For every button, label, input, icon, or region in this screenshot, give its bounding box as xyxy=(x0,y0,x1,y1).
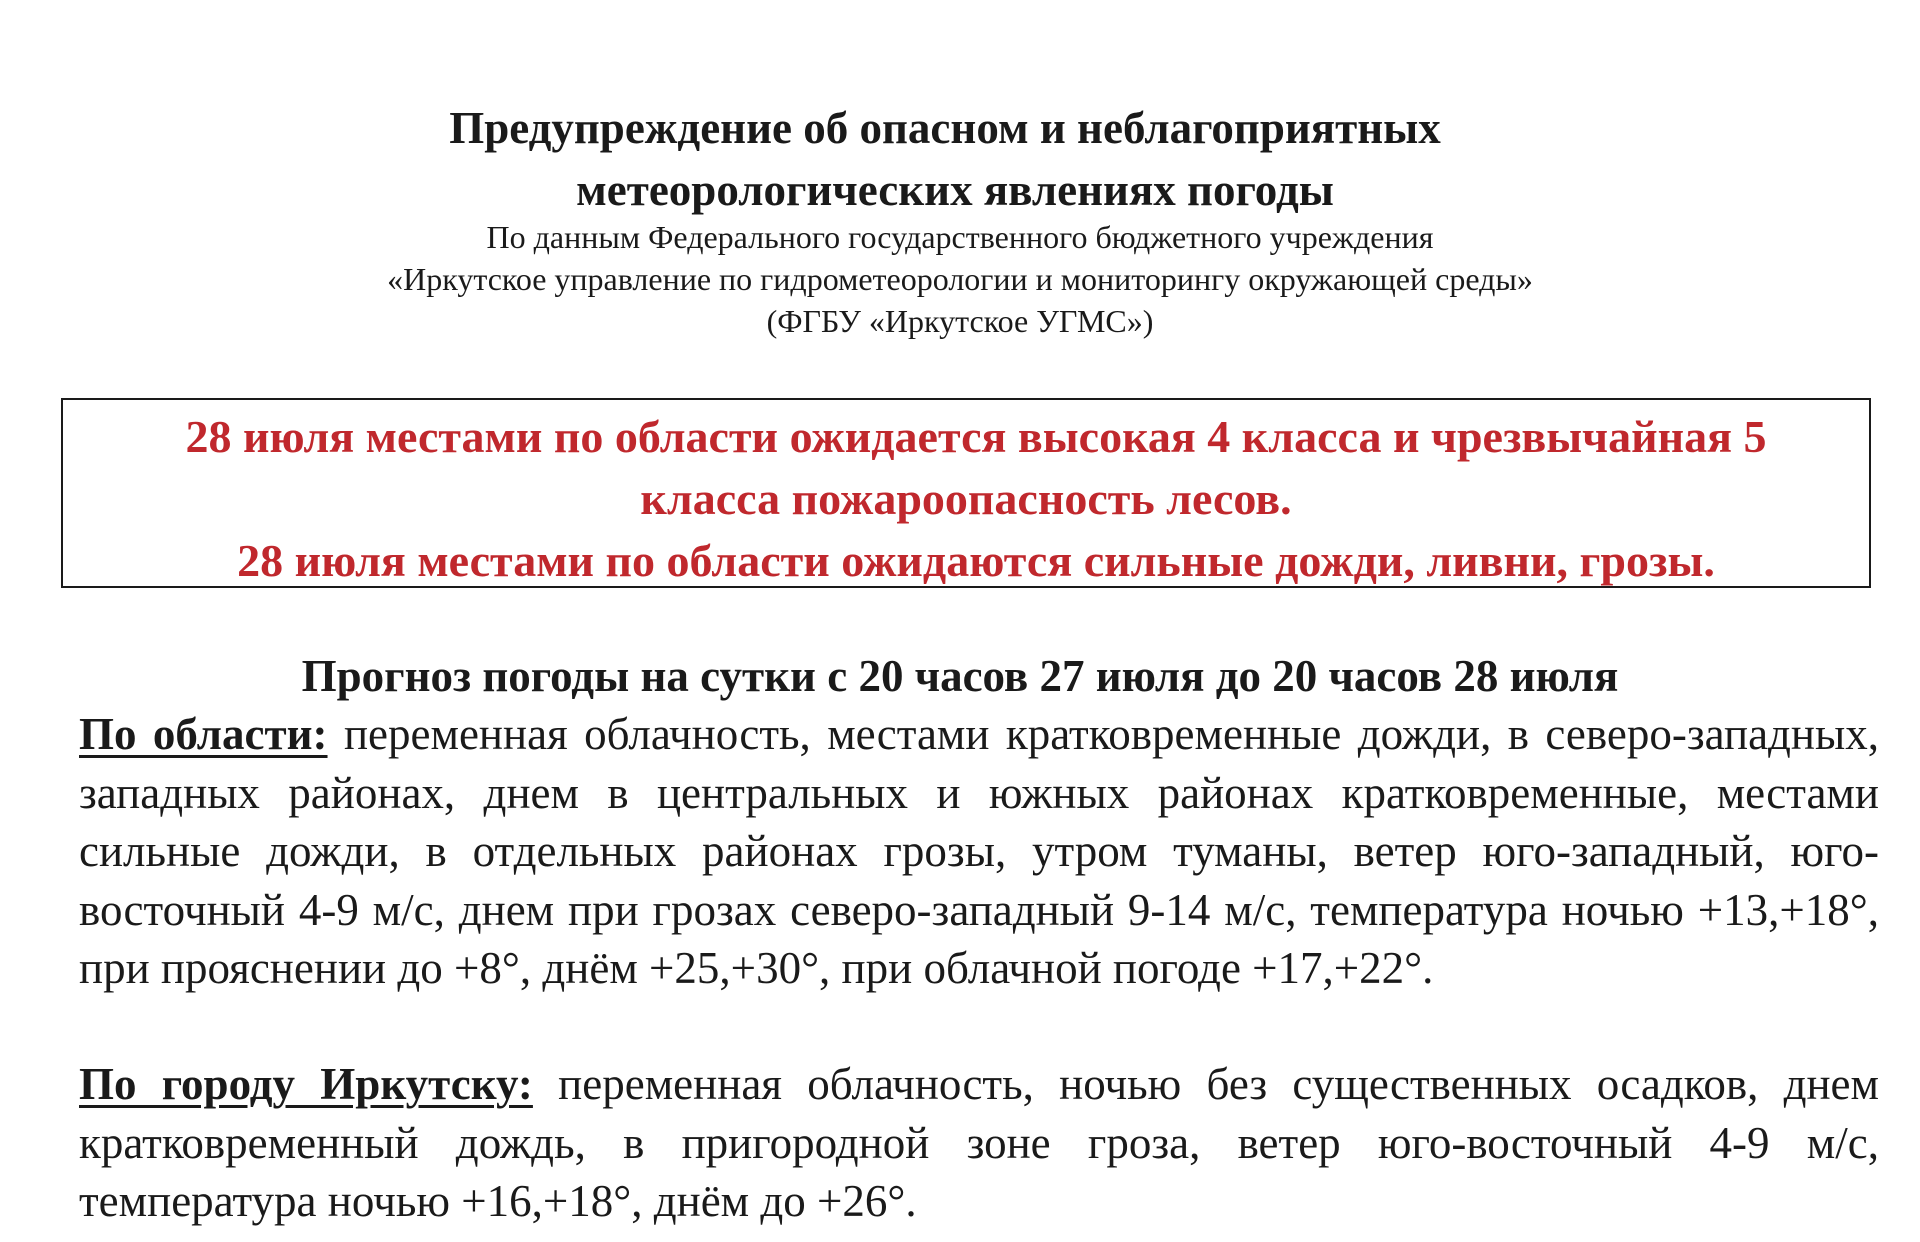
source-line-1: По данным Федерального государственного бюджетного учреждения xyxy=(486,219,1434,255)
region-forecast-label: По области: xyxy=(79,709,328,759)
warning-line-1: 28 июля местами по области ожидается высокая 4 класса и чрезвычайная 5 xyxy=(185,411,1767,462)
city-forecast-text: переменная облачность, ночью без существенных осадков, днем кратковременный дождь, в пригородной зоне гроза, ветер юго-восточный 4-9 м/с, температура ночью +16,+18°, днём до +26°. xyxy=(79,1059,1879,1226)
region-forecast-text: переменная облачность, местами кратковременные дожди, в северо-западных, западных районах, днем в центральных и южных районах кратковременные, местами сильные дожди, в отдельных районах грозы, утром туманы, ветер юго-западный, юго-восточный 4-9 м/с, днем при грозах северо-западный 9-14 м/с, температура ночью +13,+18°, при прояснении до +8°, днём +25,+30°, при облачной погоде +17,+22°. xyxy=(79,709,1879,993)
source-attribution xyxy=(0,216,1920,342)
city-forecast-label: По городу Иркутску: xyxy=(79,1059,533,1109)
warning-line-3: 28 июля местами по области ожидаются сильные дожди, ливни, грозы. xyxy=(237,535,1715,586)
forecast-title: Прогноз погоды на сутки с 20 часов 27 июля до 20 часов 28 июля xyxy=(301,651,1619,701)
source-line-2: «Иркутское управление по гидрометеорологии и мониторингу окружающей среды» xyxy=(387,261,1533,297)
document-title-line-2: метеорологических явлениях погоды xyxy=(576,165,1334,215)
city-forecast xyxy=(79,1055,1879,1231)
warning-box xyxy=(61,398,1871,588)
document-title-line-1: Предупреждение об опасном и неблагоприятных xyxy=(449,103,1441,153)
source-line-3: (ФГБУ «Иркутское УГМС») xyxy=(766,303,1154,339)
document-title xyxy=(0,97,1920,221)
region-forecast xyxy=(79,705,1879,998)
warning-line-2: класса пожароопасность лесов. xyxy=(640,473,1292,524)
warning-text xyxy=(63,406,1869,592)
